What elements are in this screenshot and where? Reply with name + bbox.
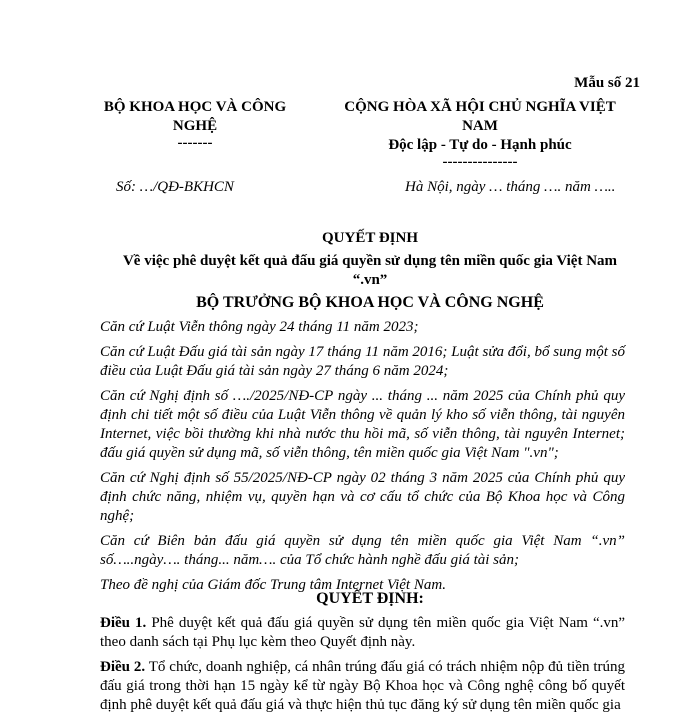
minister-heading: BỘ TRƯỞNG BỘ KHOA HỌC VÀ CÔNG NGHỆ [196,294,544,311]
national-motto: Độc lập - Tự do - Hạnh phúc [388,137,572,153]
document-title: QUYẾT ĐỊNH [322,230,418,246]
article-1-text: Phê duyệt kết quả đấu giá quyền sử dụng tên miền quốc gia Việt Nam “.vn” theo danh sách tại Phụ lục kèm theo Quyết định này. [100,615,626,650]
legal-basis-item: Căn cứ Luật Đấu giá tài sản ngày 17 tháng 11 năm 2016; Luật sửa đổi, bổ sung một số điều của Luật Đấu giá tài sản ngày 27 tháng 6 năm 2024; [100,344,625,379]
motto-divider: --------------- [442,154,518,170]
form-number: Mẫu số 21 [574,75,640,91]
legal-basis-item: Theo đề nghị của Giám đốc Trung tâm Internet Việt Nam. [100,577,446,593]
ministry-name-line1: BỘ KHOA HỌC VÀ CÔNG [103,99,287,115]
ministry-name-line2: NGHỆ [172,118,218,134]
subtitle-line1: Về việc phê duyệt kết quả đấu giá quyền sử dụng tên miền quốc gia Việt Nam [122,253,618,269]
country-name-line2: NAM [462,118,498,134]
country-name-line1: CỘNG HÒA XÃ HỘI CHỦ NGHĨA VIỆT [344,99,616,115]
subtitle-line2: “.vn” [352,272,388,288]
document-number: Số: …/QĐ-BKHCN [116,179,234,195]
document-header [100,98,640,168]
document-subtitle [100,252,640,290]
legal-bases [100,318,625,601]
article-2-text: Tổ chức, doanh nghiệp, cá nhân trúng đấu giá có trách nhiệm nộp đủ tiền trúng đấu giá trong thời hạn 15 ngày kể từ ngày Bộ Khoa học và Công nghệ công bố quyết định phê duyệt kết quả đấu giá và thực hiện thủ tục đăng ký sử dụng tên miền quốc gia [100,659,625,713]
legal-basis-item: Căn cứ Biên bản đấu giá quyền sử dụng tên miền quốc gia Việt Nam “.vn” số…..ngày…. tháng... năm…. của Tổ chức hành nghề đấu giá tài sản; [100,533,625,568]
ministry-block [100,98,290,150]
legal-basis-item: Căn cứ Luật Viễn thông ngày 24 tháng 11 năm 2023; [100,319,419,335]
ministry-divider: ------- [177,135,213,151]
legal-basis-item: Căn cứ Nghị định số 55/2025/NĐ-CP ngày 02 tháng 3 năm 2025 của Chính phủ quy định chức năng, nhiệm vụ, quyền hạn và cơ cấu tổ chức của Bộ Khoa học và Công nghệ; [100,470,625,524]
articles [100,614,625,721]
country-block [320,98,640,169]
place-date: Hà Nội, ngày … tháng …. năm ….. [405,179,616,195]
legal-basis-item: Căn cứ Nghị định số …./2025/NĐ-CP ngày ... tháng ... năm 2025 của Chính phủ quy định chi tiết một số điều của Luật Viễn thông về quản lý kho số viễn thông, tài nguyên Internet, việc bồi thường khi nhà nước thu hồi mã, số viễn thông, tài nguyên Internet; đấu giá quyền sử dụng mã, số viễn thông, tên miền quốc gia Việt Nam ".vn"; [100,388,625,461]
article-1 [100,614,625,652]
decision-heading: QUYẾT ĐỊNH: [316,590,424,607]
article-1-label: Điều 1. [100,615,147,631]
article-2-label: Điều 2. [100,659,146,675]
article-2 [100,658,625,715]
